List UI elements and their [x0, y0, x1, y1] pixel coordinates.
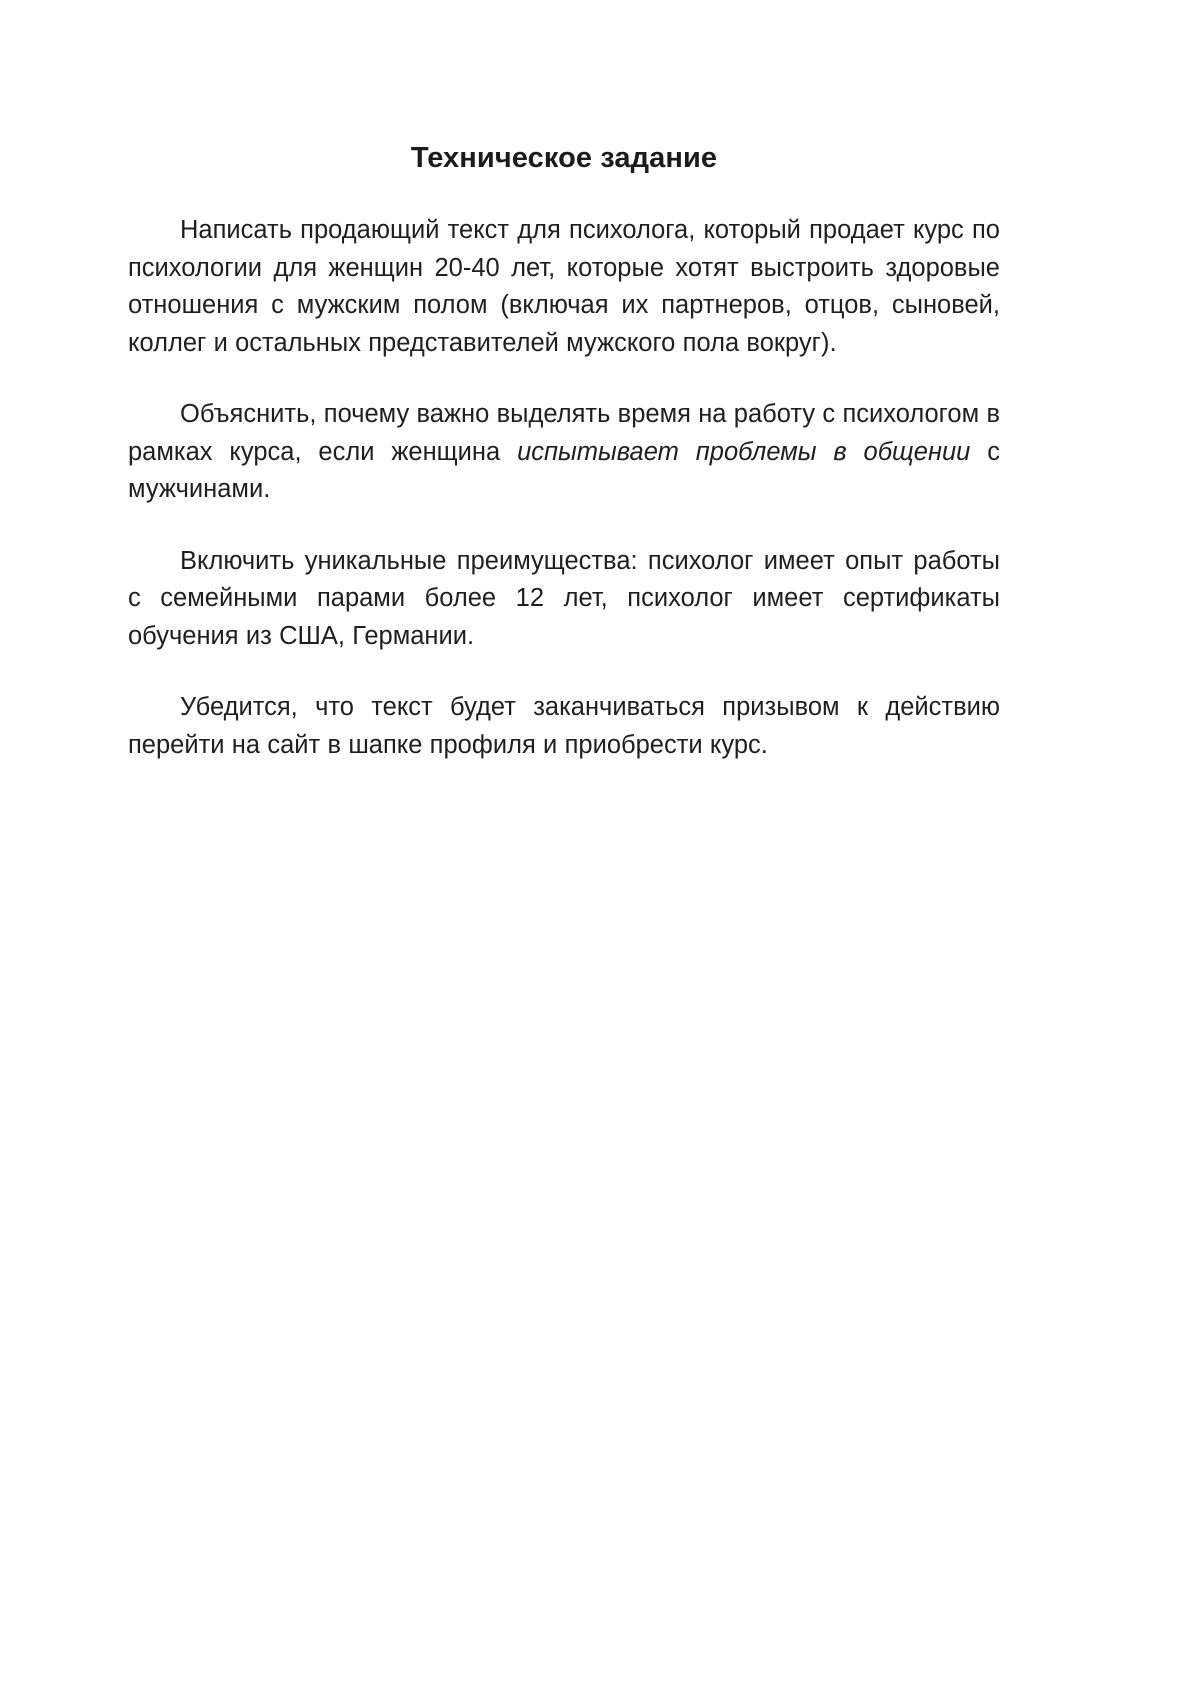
- paragraph-1: Написать продающий текст для психолога, который продает курс по психологии для женщин 20-40 лет, которые хотят выстроить здоровые отношения с мужским полом (включая их партнеров, отцов, сыновей, коллег и остальных представителей мужского пола вокруг).: [128, 216, 1000, 357]
- paragraph-3: Включить уникальные преимущества: психолог имеет опыт работы с семейными парами более 12 лет, психолог имеет сертификаты обучения из США, Германии.: [128, 546, 1000, 650]
- paragraph-2-lead: Объяснить, почему важно выделять время на работу с психологом в рамках курса, если женщина: [128, 400, 1000, 466]
- paragraph-4: Убедится, что текст будет заканчиваться призывом к действию перейти на сайт в шапке профиля и приобрести курс.: [128, 693, 1000, 759]
- document-body: [128, 140, 1000, 764]
- paragraph-2: [128, 396, 1000, 509]
- paragraph-2-emphasis: испытывает проблемы в общении: [517, 437, 971, 466]
- page-title: Техническое задание: [410, 142, 718, 174]
- paragraph-2-tail: с мужчинами.: [128, 437, 1000, 504]
